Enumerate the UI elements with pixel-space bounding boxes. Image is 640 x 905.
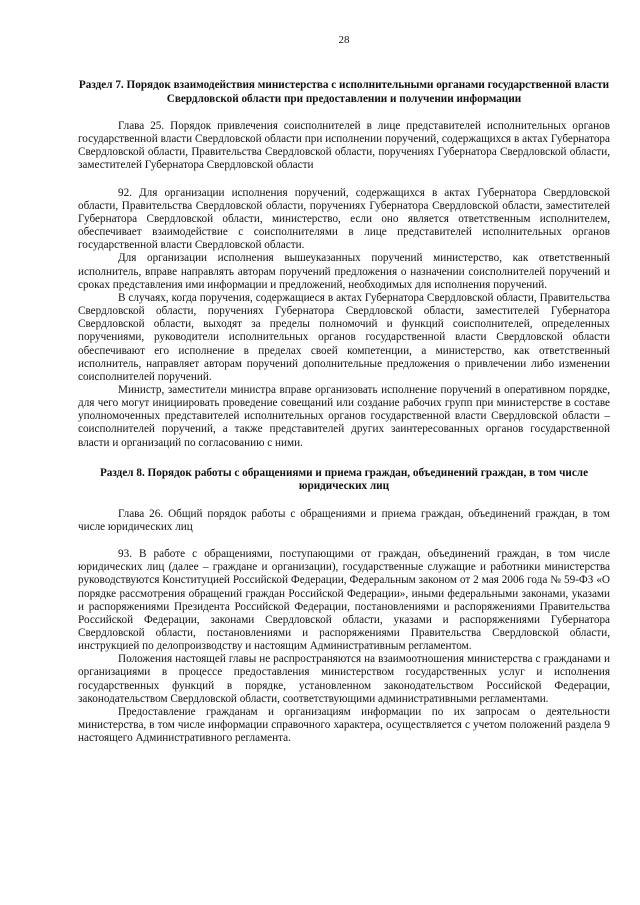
document-page [78, 34, 610, 745]
section-8-title: Раздел 8. Порядок работы с обращениями и приема граждан, объединений граждан, в том числе юридических лиц [99, 466, 589, 493]
paragraph: Предоставление гражданам и организациям информации по их запросам о деятельности министерства, в том числе информации справочного характера, осуществляется с учетом положений раздела 9 настоящего Административного регламента. [78, 705, 610, 745]
paragraph: Для организации исполнения вышеуказанных поручений министерство, как ответственный исполнитель, вправе направлять авторам поручений предложения о назначении соисполнителей поручений и сроках представления ими информации и предложений, необходимых для исполнения поручений. [78, 252, 610, 291]
section-7 [78, 79, 610, 450]
paragraph-93: 93. В работе с обращениями, поступающими от граждан, объединений граждан, в том числе юридических лиц (далее – граждане и организации), государственные служащие и работники министерства руководствуются Конституцией Российской Федерации, Федеральным законом от 2 мая 2006 года № 59-ФЗ «О порядке рассмотрения обращений граждан Российской Федерации», иными федеральными законами, указами и распоряжениями Президента Российской Федерации, постановлениями и распоряжениями Правительства Российской Федерации, законами Свердловской области, указами и распоряжениями Губернатора Свердловской области, постановлениями и распоряжениями Правительства Свердловской области, инструкцией по делопроизводству и настоящим Административным регламентом. [78, 548, 610, 653]
chapter-25-title: Глава 25. Порядок привлечения соисполнителей в лице представителей исполнительных органов государственной власти Свердловской области при исполнении поручений, содержащихся в актах Губернатора Свердловской области, Правительства Свердловской области, поручениях Губернатора Свердловской области, заместителей Губернатора Свердловской области [78, 120, 610, 172]
paragraph: Министр, заместители министра вправе организовать исполнение поручений в оперативном порядке, для чего могут инициировать проведение совещаний или создание рабочих групп при министерстве в составе уполномоченных представителей исполнительных органов государственной власти Свердловской области – соисполнителей поручений, а также представителей других заинтересованных органов государственной власти и организаций по согласованию с ними. [78, 383, 610, 449]
section-8 [78, 467, 610, 746]
section-7-title: Раздел 7. Порядок взаимодействия министерства с исполнительными органами государственной власти Свердловской области при предоставлении и получении информации [78, 79, 610, 105]
chapter-26-title: Глава 26. Общий порядок работы с обращениями и приема граждан, объединений граждан, в том числе юридических лиц [78, 507, 610, 533]
paragraph: Положения настоящей главы не распространяются на взаимоотношения министерства с гражданами и организациями в процессе предоставления министерством государственных услуг и исполнения государственных функций в порядке, установленном законодательством Российской Федерации, законодательством Свердловской области, соответствующими административными регламентами. [78, 653, 610, 705]
page-number: 28 [338, 34, 350, 46]
paragraph-92: 92. Для организации исполнения поручений, содержащихся в актах Губернатора Свердловской области, Правительства Свердловской области, поручениях Губернатора Свердловской области, заместителей Губернатора Свердловской области, министерство, если оно является ответственным исполнителем, обеспечивает взаимодействие с соисполнителями в лице представителей исполнительных органов государственной власти Свердловской области. [78, 186, 610, 252]
paragraph: В случаях, когда поручения, содержащиеся в актах Губернатора Свердловской области, Правительства Свердловской области, поручениях Губернатора Свердловской области, заместителей Губернатора Свердловской области, выходят за пределы полномочий и функций соисполнителей, определенных поручениями, руководители исполнительных органов государственной власти Свердловской области обеспечивают его исполнение в пределах своей компетенции, а министерство, как ответственный исполнитель, направляет авторам поручений дополнительные предложения о привлечении либо изменении соисполнителей поручений. [78, 291, 610, 383]
